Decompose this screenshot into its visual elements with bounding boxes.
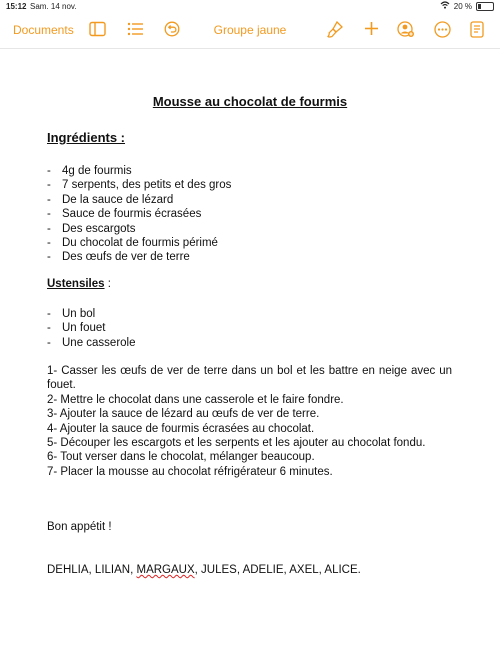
battery-icon [476, 2, 494, 11]
authors-before: DEHLIA, LILIAN, [47, 564, 137, 576]
ingredient-item: - 7 serpents, des petits et des gros [47, 178, 231, 192]
authors-line [47, 564, 361, 576]
utensil-item: - Un bol [47, 307, 136, 321]
step-item: 4- Ajouter la sauce de fourmis écrasées au chocolat. [47, 422, 315, 435]
step-item: 5- Découper les escargots et les serpents et les ajouter au chocolat fondu. [47, 437, 426, 450]
add-icon[interactable] [364, 21, 379, 36]
ingredient-item: - Des œufs de ver de terre [47, 250, 231, 264]
back-documents-button[interactable]: Documents [13, 23, 74, 37]
status-date: Sam. 14 nov. [30, 2, 77, 11]
brush-icon[interactable] [327, 21, 343, 38]
step-item: 6- Tout verser dans le chocolat, mélanger beaucoup. [47, 451, 315, 464]
utensil-item: - Un fouet [47, 321, 136, 335]
document-title: Groupe jaune [213, 23, 287, 37]
utensils-heading [47, 278, 111, 290]
recipe-title: Mousse au chocolat de fourmis [152, 94, 348, 109]
ingredients-list [47, 164, 231, 265]
battery-percent: 20 % [453, 1, 472, 11]
ingredients-heading: Ingrédients : [47, 130, 126, 145]
steps-list [47, 364, 452, 479]
status-time: 15:12 [6, 2, 27, 11]
ingredient-item: - Des escargots [47, 222, 231, 236]
step-item: 1- Casser les œufs de ver de terre dans un bol et les battre en neige avec un fouet. [47, 365, 452, 392]
collaborate-icon[interactable] [397, 21, 415, 38]
spellcheck-flagged-word[interactable]: MARGAUX [136, 564, 195, 576]
utensils-heading-text: Ustensiles [47, 278, 105, 290]
closing-line: Bon appétit ! [47, 521, 112, 533]
wifi-icon [440, 1, 450, 11]
step-item: 2- Mettre le chocolat dans une casserole et le faire fondre. [47, 393, 344, 406]
authors-after: , JULES, ADELIE, AXEL, ALICE. [194, 564, 361, 576]
toolbar [0, 14, 500, 49]
utensils-heading-colon: : [104, 278, 111, 290]
status-right [440, 1, 494, 11]
ingredient-item: - Du chocolat de fourmis périmé [47, 236, 231, 250]
utensils-list [47, 307, 136, 350]
ingredient-item: - 4g de fourmis [47, 164, 231, 178]
document-icon[interactable] [470, 21, 484, 38]
ingredient-item: - Sauce de fourmis écrasées [47, 207, 231, 221]
status-bar [0, 0, 500, 14]
more-icon[interactable] [434, 21, 451, 38]
utensil-item: - Une casserole [47, 336, 136, 350]
ingredient-item: - De la sauce de lézard [47, 193, 231, 207]
step-item: 7- Placer la mousse au chocolat réfrigérateur 6 minutes. [47, 465, 333, 478]
step-item: 3- Ajouter la sauce de lézard au œufs de ver de terre. [47, 408, 320, 421]
